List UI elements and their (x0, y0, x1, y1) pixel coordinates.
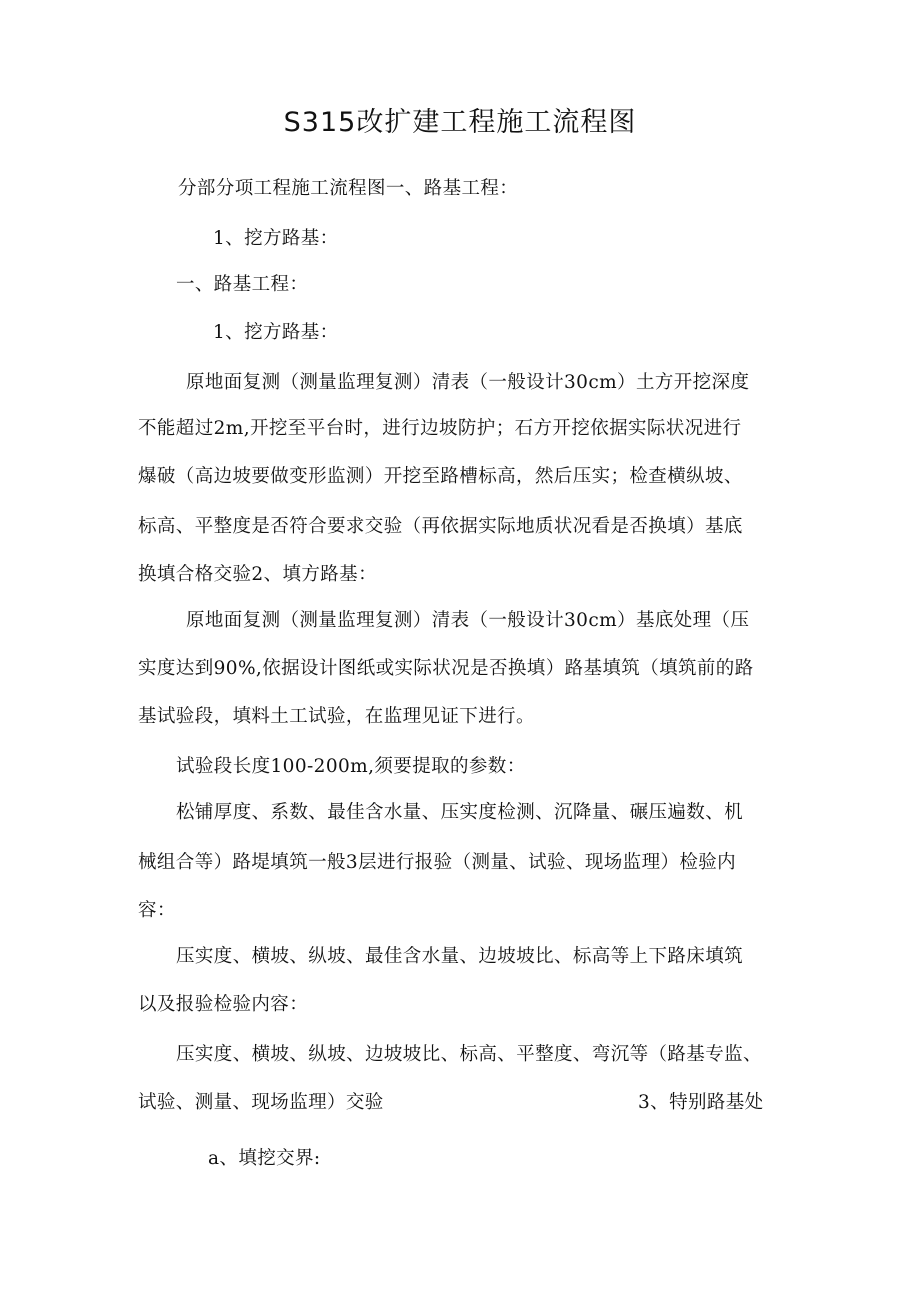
subheading-line: 1、挖方路基： (213, 228, 339, 249)
paragraph-line: 标高、平整度是否符合要求交验（再依据实际地质状况看是否换填）基底 (138, 516, 743, 537)
paragraph-line: 械组合等）路堤填筑一般3层进行报验（测量、试验、现场监理）检验内 (138, 852, 737, 873)
heading-line: 一、路基工程： (176, 274, 309, 295)
paragraph-line: 换填合格交验2、填方路基： (138, 564, 377, 585)
paragraph-line: 压实度、横坡、纵坡、边坡坡比、标高、平整度、弯沉等（路基专监、 (176, 1044, 762, 1065)
paragraph-line: 不能超过2m,开挖至平台时，进行边坡防护；石方开挖依据实际状况进行 (138, 418, 742, 439)
paragraph-line: 实度达到90%,依据设计图纸或实际状况是否换填）路基填筑（填筑前的路 (138, 658, 754, 679)
paragraph-line: 以及报验检验内容： (138, 994, 309, 1015)
paragraph-line: 压实度、横坡、纵坡、最佳含水量、边坡坡比、标高等上下路床填筑 (176, 946, 744, 967)
paragraph-line: 原地面复测（测量监理复测）清表（一般设计30cm）土方开挖深度 (186, 372, 750, 393)
paragraph-line: 试验段长度100-200m,须要提取的参数： (176, 756, 526, 777)
subheading-line: 1、挖方路基： (213, 322, 339, 343)
paragraph-line: 原地面复测（测量监理复测）清表（一般设计30cm）基底处理（压 (186, 610, 750, 631)
subheading-line: a、填挖交界: (208, 1148, 321, 1169)
paragraph-line: 基试验段，填料土工试验，在监理见证下进行。 (138, 706, 535, 727)
paragraph-line: 松铺厚度、系数、最佳含水量、压实度检测、沉降量、碾压遍数、机 (176, 802, 744, 823)
paragraph-line: 分部分项工程施工流程图一、路基工程： (178, 178, 519, 199)
paragraph-line: 爆破（高边坡要做变形监测）开挖至路槽标高，然后压实；检查横纵坡、 (138, 466, 743, 487)
section-heading-inline: 3、特别路基处 (638, 1092, 764, 1113)
paragraph-line: 试验、测量、现场监理）交验 (138, 1092, 384, 1113)
page-title: S315改扩建工程施工流程图 (283, 107, 637, 138)
paragraph-line: 容： (138, 900, 176, 921)
